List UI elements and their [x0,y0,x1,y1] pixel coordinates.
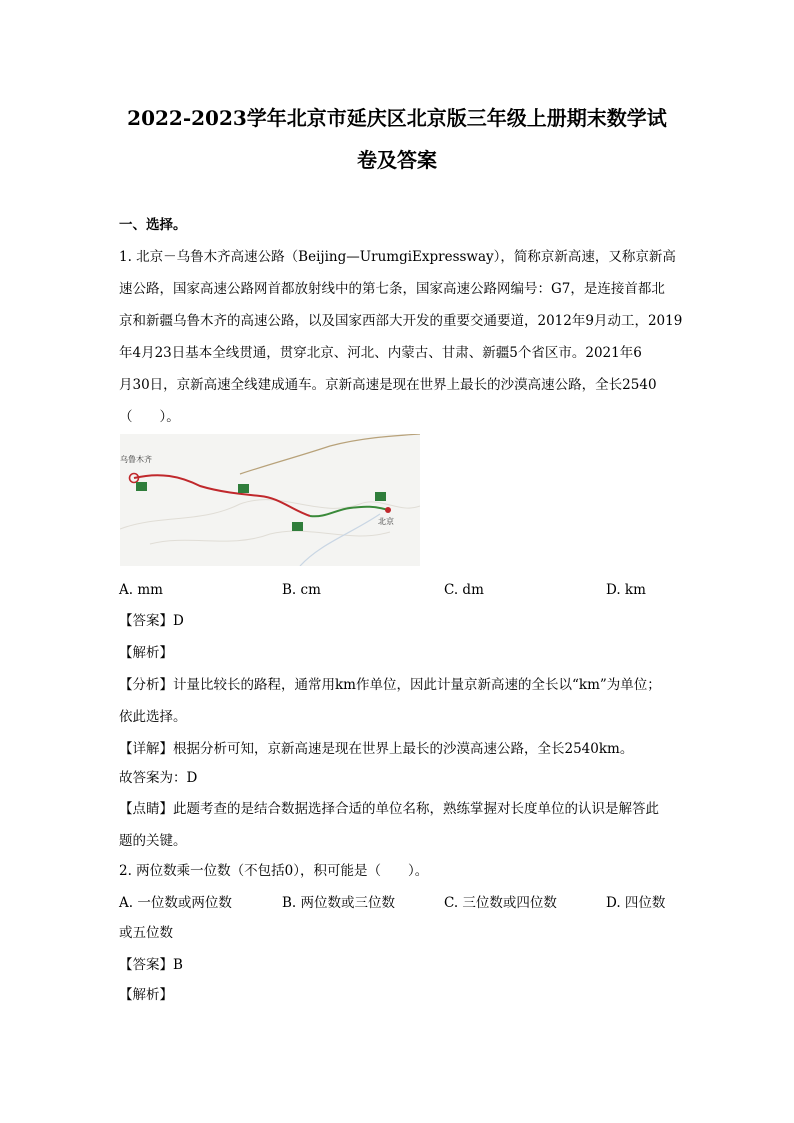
q1-option-c: C. dm [444,582,484,598]
q2-stem: 2. 两位数乘一位数（不包括0），积可能是（ ）。 [119,863,429,879]
q1-answer: 【答案】D [119,613,184,629]
q1-fenxi-line-2: 依此选择。 [119,709,187,725]
highway-shield-icon [292,522,303,531]
q2-option-c: C. 三位数或四位数 [444,895,557,911]
doc-title-line2: 卷及答案 [357,148,437,172]
q2-option-a: A. 一位数或两位数 [119,895,232,911]
q2-option-d: D. 四位数 [606,895,666,911]
q1-fenxi-line-1: 【分析】计量比较长的路程，通常用km作单位，因此计量京新高速的全长以“km”为单位； [119,677,661,693]
q2-answer: 【答案】B [119,957,183,973]
highway-shield-icon [136,482,147,491]
q2-option-b: B. 两位数或三位数 [282,895,396,911]
q1-dianjing-line-2: 题的关键。 [119,833,187,849]
q1-option-d: D. km [606,582,646,598]
highway-shield-icon [375,492,386,501]
q1-line-6: （ ）。 [119,409,180,425]
q1-option-a: A. mm [119,582,163,598]
q1-line-3: 京和新疆乌鲁木齐的高速公路，以及国家西部大开发的重要交通要道，2012年9月动工，2019 [119,313,683,329]
section-heading: 一、选择。 [119,217,187,233]
q2-option-d-wrap: 或五位数 [119,925,173,941]
q1-line-4: 年4月23日基本全线贯通，贯穿北京、河北、内蒙古、甘肃、新疆5个省区市。2021年6 [119,345,642,361]
map-label-urumqi: 乌鲁木齐 [120,455,152,464]
highway-shield-icon [238,484,249,493]
q1-line-5: 月30日，京新高速全线建成通车。京新高速是现在世界上最长的沙漠高速公路，全长2540 [119,377,657,393]
q1-line-2: 速公路，国家高速公路网首都放射线中的第七条，国家高速公路网编号：G7，是连接首都北 [119,281,665,297]
q1-analysis-label: 【解析】 [119,645,173,661]
q1-dianjing-line-1: 【点睛】此题考查的是结合数据选择合适的单位名称，熟练掌握对长度单位的认识是解答此 [119,801,659,817]
q1-final-answer: 故答案为：D [119,770,198,786]
beijing-marker-icon [385,507,391,513]
q1-xiangjie: 【详解】根据分析可知，京新高速是现在世界上最长的沙漠高速公路，全长2540km。 [119,741,634,757]
map-label-beijing: 北京 [378,517,394,526]
q1-option-b: B. cm [282,582,321,598]
q1-line-1: 1. 北京－乌鲁木齐高速公路（Beijing—UrumgiExpressway），简称京新高速，又称京新高 [119,249,676,265]
expressway-map-figure [120,434,420,566]
q2-analysis-label: 【解析】 [119,987,173,1003]
doc-title-line1: 2022-2023学年北京市延庆区北京版三年级上册期末数学试 [127,106,667,130]
